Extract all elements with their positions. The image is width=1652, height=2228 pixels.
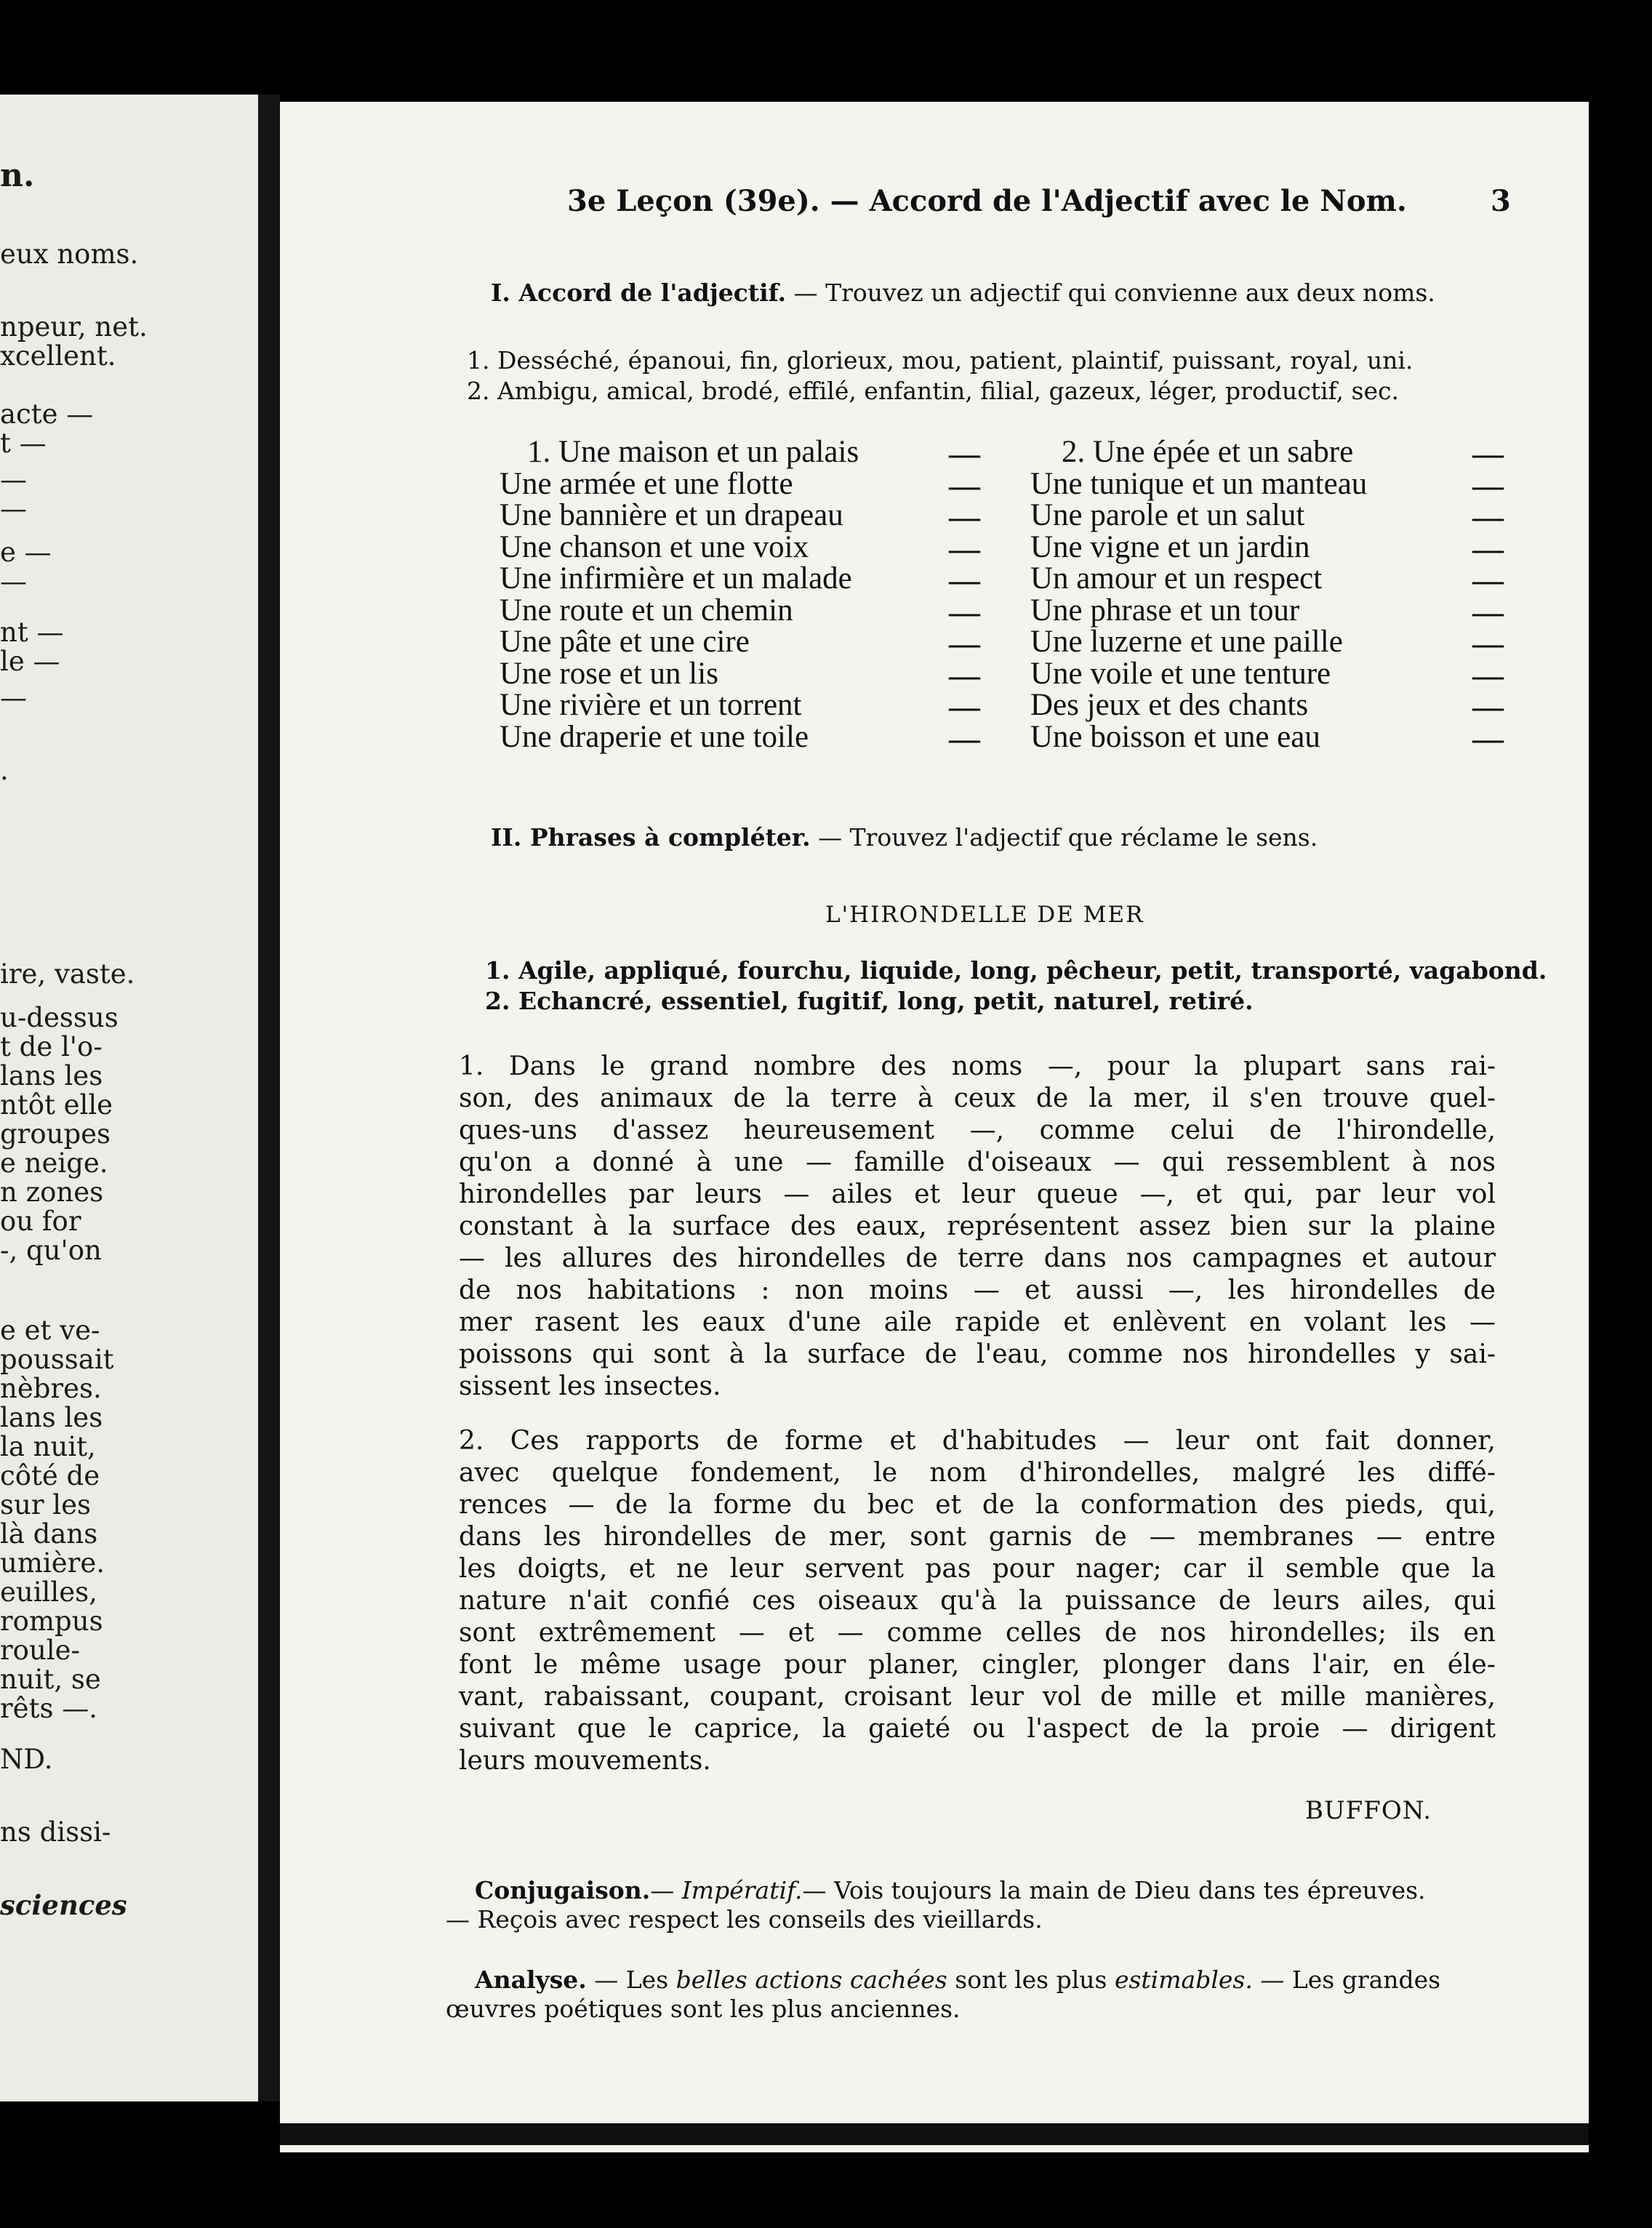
section2-instruction: — Trouvez l'adjectif que réclame le sens. — [818, 823, 1318, 851]
paragraph-line: les doigts, et ne leur servent pas pour nager; car il semble que la — [459, 1554, 1496, 1584]
left-page-text-fragment: -, qu'on — [0, 1235, 102, 1266]
page-bottom-edge — [280, 2123, 1589, 2145]
answer-blank-dash: — — [949, 690, 980, 724]
left-page-text-fragment: ns dissi- — [0, 1816, 111, 1848]
paragraph-line: 2. Ces rapports de forme et d'habitudes — leur ont fait donner, — [459, 1426, 1496, 1456]
answer-blank-dash: — — [949, 564, 980, 598]
left-page-text-fragment: sciences — [0, 1889, 127, 1921]
paragraph-line: nature n'ait confié ces oiseaux qu'à la puissance de leurs ailes, qui — [459, 1586, 1496, 1616]
left-page-text-fragment: ire, vaste. — [0, 958, 135, 990]
left-page-text-fragment: sur les — [0, 1489, 91, 1520]
paragraph-line: de nos habitations : non moins — et aussi —, les hirondelles de — [459, 1275, 1496, 1305]
answer-blank-dash: — — [1472, 564, 1504, 598]
paragraph-line: ques-uns d'assez heureusement —, comme celui de l'hirondelle, — [459, 1115, 1496, 1145]
noun-pair-col2: Une tunique et un manteau — [1030, 466, 1368, 501]
left-page-text-fragment: — — [0, 464, 27, 495]
page-title: 3e Leçon (39e). — Accord de l'Adjectif avec le Nom. — [567, 184, 1407, 218]
answer-blank-dash: — — [1472, 627, 1504, 661]
left-page-text-fragment: t de l'o- — [0, 1031, 103, 1062]
paragraph-line: — les allures des hirondelles de terre dans nos campagnes et autour — [459, 1243, 1496, 1273]
book-gutter — [258, 95, 280, 2101]
left-page-text-fragment: lans les — [0, 1060, 103, 1091]
left-page-text-fragment: e neige. — [0, 1147, 108, 1179]
paragraph-2 — [459, 1425, 1496, 1777]
noun-pair-col1: Une rivière et un torrent — [500, 688, 802, 722]
left-page-text-fragment: le — — [0, 646, 60, 677]
noun-pair-col1: 1. Une maison et un palais — [527, 435, 859, 469]
noun-pair-col1: Une chanson et une voix — [500, 529, 809, 564]
noun-pair-col2: Une boisson et une eau — [1030, 719, 1320, 754]
left-page-text-fragment: nèbres. — [0, 1373, 102, 1404]
noun-pair-col2: 2. Une épée et un sabre — [1062, 435, 1354, 469]
analyse-label: Analyse. — [475, 1965, 587, 1994]
answer-blank-dash: — — [1472, 658, 1504, 693]
paragraph-line: poissons qui sont à la surface de l'eau, comme nos hirondelles y sai- — [459, 1339, 1496, 1369]
left-page-text-fragment: — — [0, 566, 27, 597]
left-page-text-fragment: la nuit, — [0, 1431, 96, 1462]
left-page-text-fragment: e — — [0, 537, 52, 568]
analyse-line-1 — [475, 1965, 1440, 1994]
paragraph-line: mer rasent les eaux d'une aile rapide et enlèvent en volant les — — [459, 1307, 1496, 1337]
left-page-text-fragment: groupes — [0, 1118, 111, 1150]
left-page-text-fragment: lans les — [0, 1402, 103, 1433]
paragraph-line: vant, rabaissant, coupant, croisant leur vol de mille et mille manières, — [459, 1682, 1496, 1712]
paragraph-line: suivant que le caprice, la gaieté ou l'aspect de la proie — dirigent — [459, 1714, 1496, 1744]
left-page-text-fragment: là dans — [0, 1518, 98, 1550]
conjugaison-mood: Impératif. — [681, 1876, 803, 1904]
page-number: 3 — [1491, 184, 1511, 218]
left-page-text-fragment: e et ve- — [0, 1315, 100, 1346]
paragraph-line: font le même usage pour planer, cingler, plonger dans l'air, en éle- — [459, 1650, 1496, 1680]
left-page-text-fragment: roule- — [0, 1635, 81, 1666]
noun-pair-col1: Une pâte et une cire — [500, 625, 750, 659]
left-page-text-fragment: t — — [0, 428, 47, 459]
left-page-text-fragment: xcellent. — [0, 340, 116, 372]
answer-blank-dash: — — [1472, 532, 1504, 566]
answer-blank-dash: — — [949, 532, 980, 566]
left-page-text-fragment: umière. — [0, 1547, 105, 1579]
left-page-text-fragment: eux noms. — [0, 239, 139, 270]
answer-blank-dash: — — [949, 595, 980, 630]
paragraph-line: avec quelque fondement, le nom d'hirondelles, malgré les diffé- — [459, 1458, 1496, 1488]
section2-heading: II. Phrases à compléter. — [491, 823, 811, 851]
left-page-text-fragment: ntôt elle — [0, 1089, 113, 1121]
section1-word-list-2: 2. Ambigu, amical, brodé, effilé, enfantin, filial, gazeux, léger, productif, sec. — [467, 377, 1399, 405]
left-page-text-fragment: nuit, se — [0, 1664, 101, 1695]
analyse-text-d: estimables. — [1114, 1965, 1253, 1994]
analyse-line-2: œuvres poétiques sont les plus anciennes. — [446, 1995, 961, 2023]
paragraph-line: 1. Dans le grand nombre des noms —, pour la plupart sans rai- — [459, 1051, 1496, 1081]
answer-blank-dash: — — [1472, 721, 1504, 756]
paragraph-1 — [459, 1051, 1496, 1403]
answer-blank-dash: — — [949, 500, 980, 534]
noun-pair-col2: Un amour et un respect — [1030, 561, 1323, 596]
left-page-text-fragment: . — [0, 755, 9, 786]
section1-word-list-1: 1. Desséché, épanoui, fin, glorieux, mou, patient, plaintif, puissant, royal, uni. — [467, 346, 1414, 374]
answer-blank-dash: — — [949, 437, 980, 471]
paragraph-line: leurs mouvements. — [459, 1746, 711, 1776]
story-title: L'HIRONDELLE DE MER — [825, 902, 1144, 928]
section1-heading-line — [491, 278, 1435, 307]
left-page-text-fragment: poussait — [0, 1344, 114, 1375]
paragraph-line: dans les hirondelles de mer, sont garnis de — membranes — entre — [459, 1522, 1496, 1552]
left-page-text-fragment: euilles, — [0, 1576, 97, 1608]
answer-blank-dash: — — [949, 721, 980, 756]
noun-pair-col2: Une voile et une tenture — [1030, 656, 1331, 691]
conjugaison-example-2: — Reçois avec respect les conseils des vieillards. — [446, 1905, 1043, 1934]
left-page-text-fragment: n. — [0, 157, 35, 194]
noun-pair-col1: Une route et un chemin — [500, 593, 793, 628]
answer-blank-dash: — — [1472, 595, 1504, 630]
left-page-text-fragment: npeur, net. — [0, 311, 148, 342]
left-page-text-fragment: ND. — [0, 1744, 53, 1775]
left-page-fragment — [0, 95, 258, 2101]
answer-blank-dash: — — [1472, 437, 1504, 471]
answer-blank-dash: — — [1472, 690, 1504, 724]
author-signature: BUFFON. — [1305, 1796, 1432, 1825]
section1-heading: I. Accord de l'adjectif. — [491, 278, 787, 307]
noun-pair-col2: Une luzerne et une paille — [1030, 625, 1343, 659]
left-page-text-fragment: u-dessus — [0, 1002, 119, 1033]
section1-instruction: — Trouvez un adjectif qui convienne aux deux noms. — [793, 278, 1435, 307]
analyse-text-a: — Les — [594, 1965, 669, 1994]
answer-blank-dash: — — [1472, 468, 1504, 503]
analyse-text-c: sont les plus — [955, 1965, 1107, 1994]
answer-blank-dash: — — [1472, 500, 1504, 534]
noun-pair-col1: Une bannière et un drapeau — [500, 498, 843, 532]
conjugaison-line-1 — [475, 1876, 1426, 1904]
paragraph-line: qu'on a donné à une — famille d'oiseaux — qui ressemblent à nos — [459, 1147, 1496, 1177]
paragraph-line: sissent les insectes. — [459, 1371, 721, 1401]
noun-pair-col2: Une phrase et un tour — [1030, 593, 1300, 628]
answer-blank-dash: — — [949, 627, 980, 661]
paragraph-line: constant à la surface des eaux, représentent assez bien sur la plaine — [459, 1211, 1496, 1241]
analyse-text-e: — Les grandes — [1260, 1965, 1441, 1994]
noun-pair-col2: Une vigne et un jardin — [1030, 529, 1310, 564]
section2-heading-line — [491, 823, 1318, 851]
paragraph-line: rences — de la forme du bec et de la conformation des pieds, qui, — [459, 1490, 1496, 1520]
main-page — [280, 102, 1589, 2152]
conjugaison-example-1: — Vois toujours la main de Dieu dans tes épreuves. — [802, 1876, 1426, 1904]
left-page-text-fragment: acte — — [0, 398, 94, 430]
left-page-text-fragment: n zones — [0, 1177, 104, 1208]
answer-blank-dash: — — [949, 468, 980, 503]
noun-pair-col1: Une infirmière et un malade — [500, 561, 852, 596]
noun-pair-col1: Une armée et une flotte — [500, 466, 793, 501]
noun-pair-col2: Une parole et un salut — [1030, 498, 1305, 532]
paragraph-line: hirondelles par leurs — ailes et leur queue —, et qui, par leur vol — [459, 1179, 1496, 1209]
left-page-text-fragment: — — [0, 493, 27, 524]
conjugaison-sep: — — [650, 1876, 675, 1904]
conjugaison-label: Conjugaison. — [475, 1876, 651, 1904]
section2-word-list-2: 2. Echancré, essentiel, fugitif, long, petit, naturel, retiré. — [485, 987, 1254, 1015]
noun-pair-col1: Une rose et un lis — [500, 656, 718, 691]
analyse-text-b: belles actions cachées — [675, 1965, 947, 1994]
answer-blank-dash: — — [949, 658, 980, 693]
left-page-text-fragment: nt — — [0, 617, 64, 648]
left-page-text-fragment: ou for — [0, 1206, 81, 1237]
left-page-text-fragment: — — [0, 682, 27, 713]
left-page-text-fragment: rompus — [0, 1606, 103, 1637]
left-page-text-fragment: rêts —. — [0, 1693, 97, 1724]
noun-pair-col2: Des jeux et des chants — [1030, 688, 1309, 722]
noun-pair-col1: Une draperie et une toile — [500, 719, 809, 754]
paragraph-line: son, des animaux de la terre à ceux de la mer, il s'en trouve quel- — [459, 1083, 1496, 1113]
section2-word-list-1: 1. Agile, appliqué, fourchu, liquide, long, pêcheur, petit, transporté, vagabond. — [485, 956, 1547, 985]
left-page-text-fragment: côté de — [0, 1460, 100, 1491]
paragraph-line: sont extrêmement — et — comme celles de nos hirondelles; ils en — [459, 1618, 1496, 1648]
